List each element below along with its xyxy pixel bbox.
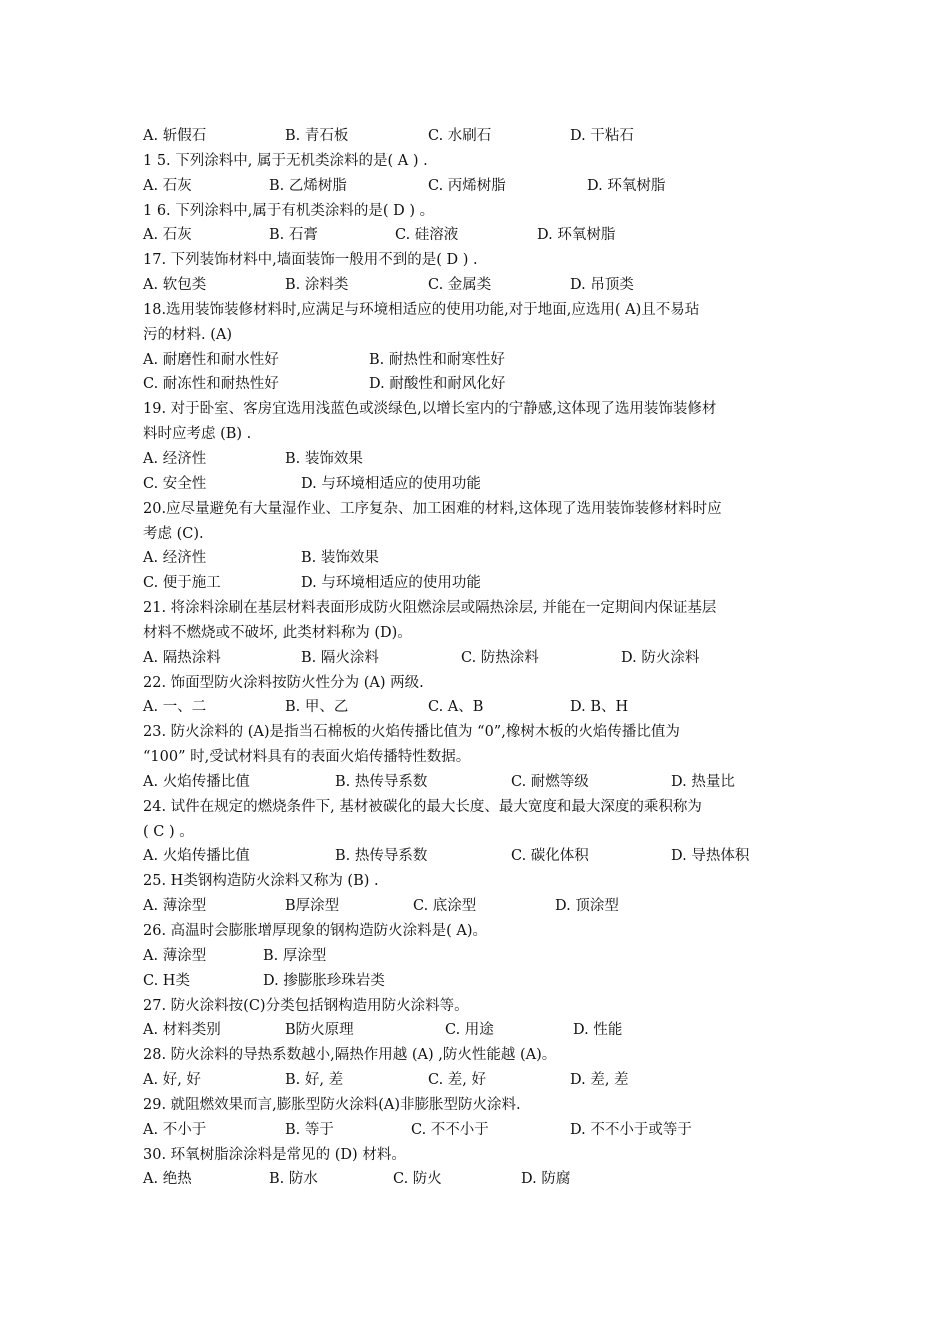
options-row <box>143 695 823 720</box>
option-d: D. 吊顶类 <box>570 277 634 294</box>
question-text: 21. 将涂料涂刷在基层材料表面形成防火阻燃涂层或隔热涂层, 并能在一定期间内保证基层 <box>143 600 717 617</box>
option-a: C. 便于施工 <box>143 575 221 592</box>
option-d: D. 热量比 <box>671 773 735 790</box>
question-text: 19. 对于卧室、客房宜选用浅蓝色或淡绿色,以增长室内的宁静感,这体现了选用装饰装修材 <box>143 401 717 418</box>
option-b: B. 乙烯树脂 <box>269 177 347 194</box>
question-text: 材料不燃烧或不破坏, 此类材料称为 (D)。 <box>143 624 412 641</box>
option-b: B. 厚涂型 <box>263 947 327 964</box>
option-b: B. 石膏 <box>269 227 318 244</box>
question-text: 污的材料. (A) <box>143 326 233 343</box>
question-text: 考虑 (C). <box>143 525 204 542</box>
option-d: D. 防腐 <box>521 1171 571 1188</box>
options-row <box>143 944 823 969</box>
question-text: “100” 时,受试材料具有的表面火焰传播特性数据。 <box>143 749 471 766</box>
option-a: A. 不小于 <box>143 1121 207 1138</box>
option-c: C. 硅溶液 <box>395 227 459 244</box>
options-row <box>143 894 823 919</box>
option-a: A. 经济性 <box>143 450 207 467</box>
option-d: D. 不不小于或等于 <box>570 1121 692 1138</box>
options-row <box>143 1118 823 1143</box>
option-a: A. 隔热涂料 <box>143 649 221 666</box>
options-row <box>143 124 823 149</box>
question-text: 18.选用装饰装修材料时,应满足与环境相适应的使用功能,对于地面,应选用( A)且不易玷 <box>143 301 700 318</box>
option-b: B. 甲、乙 <box>285 699 349 716</box>
option-c: C. 丙烯树脂 <box>428 177 506 194</box>
question-text: 28. 防火涂料的导热系数越小,隔热作用越 (A) ,防火性能越 (A)。 <box>143 1047 557 1064</box>
option-a: A. 火焰传播比值 <box>143 848 250 865</box>
option-b: B防火原理 <box>285 1022 354 1039</box>
option-a: C. H类 <box>143 972 190 989</box>
question-text: 25. H类钢构造防火涂料又称为 (B) . <box>143 873 379 890</box>
option-b: D. 掺膨胀珍珠岩类 <box>263 972 385 989</box>
options-row <box>143 273 823 298</box>
option-b: B. 耐热性和耐寒性好 <box>369 351 505 368</box>
options-row <box>143 447 823 472</box>
option-d: D. 干粘石 <box>570 128 634 144</box>
option-a: C. 安全性 <box>143 475 207 492</box>
option-a: C. 耐冻性和耐热性好 <box>143 376 279 393</box>
option-a: A. 薄涂型 <box>143 898 207 915</box>
question-text: 1 6. 下列涂料中,属于有机类涂料的是( D ) 。 <box>143 202 435 219</box>
option-a: A. 绝热 <box>143 1171 192 1188</box>
options-row <box>143 646 823 671</box>
option-b: B. 涂料类 <box>285 277 349 294</box>
option-a: A. 材料类别 <box>143 1022 221 1039</box>
option-c: C. 防热涂料 <box>461 649 539 666</box>
question-text: 24. 试件在规定的燃烧条件下, 基材被碳化的最大长度、最大宽度和最大深度的乘积称为 <box>143 798 702 815</box>
option-a: A. 石灰 <box>143 177 192 194</box>
options-row <box>143 372 823 397</box>
option-b: B. 热传导系数 <box>335 773 428 790</box>
option-d: D. 性能 <box>573 1022 623 1039</box>
question-text: 23. 防火涂料的 (A)是指当石棉板的火焰传播比值为 “0”,橡树木板的火焰传播比值为 <box>143 724 680 741</box>
options-row <box>143 770 823 795</box>
option-b: D. 与环境相适应的使用功能 <box>301 475 481 492</box>
option-b: B. 装饰效果 <box>301 550 379 567</box>
options-row <box>143 223 823 248</box>
option-d: D. 差, 差 <box>570 1072 629 1089</box>
options-row <box>143 1167 823 1192</box>
option-b: B. 隔火涂料 <box>301 649 379 666</box>
option-b: B厚涂型 <box>285 898 340 915</box>
option-c: C. 差, 好 <box>428 1072 487 1089</box>
option-d: D. 顶涂型 <box>555 898 619 915</box>
options-row <box>143 1018 823 1043</box>
option-b: B. 好, 差 <box>285 1072 344 1089</box>
option-a: A. 斩假石 <box>143 128 207 144</box>
options-row <box>143 174 823 199</box>
option-b: B. 等于 <box>285 1121 334 1138</box>
options-row <box>143 571 823 596</box>
question-text: 1 5. 下列涂料中, 属于无机类涂料的是( A ) . <box>143 152 428 169</box>
options-row <box>143 546 823 571</box>
option-d: D. 导热体积 <box>671 848 750 865</box>
option-b: D. 耐酸性和耐风化好 <box>369 376 506 393</box>
option-c: C. 金属类 <box>428 277 492 294</box>
question-text: 料时应考虑 (B) . <box>143 426 252 443</box>
option-b: B. 装饰效果 <box>285 450 363 467</box>
option-c: C. 耐燃等级 <box>511 773 589 790</box>
option-b: D. 与环境相适应的使用功能 <box>301 575 481 592</box>
options-row <box>143 348 823 373</box>
option-a: A. 软包类 <box>143 277 207 294</box>
options-row <box>143 472 823 497</box>
question-text: ( C ) 。 <box>143 823 194 840</box>
question-text: 20.应尽量避免有大量湿作业、工序复杂、加工困难的材料,这体现了选用装饰装修材料时应 <box>143 500 722 517</box>
options-row <box>143 1068 823 1093</box>
option-c: C. 不不小于 <box>411 1121 489 1138</box>
option-c: C. 水刷石 <box>428 128 492 144</box>
question-text: 22. 饰面型防火涂料按防火性分为 (A) 两级. <box>143 674 424 691</box>
question-text: 27. 防火涂料按(C)分类包括钢构造用防火涂料等。 <box>143 997 469 1014</box>
option-a: A. 薄涂型 <box>143 947 207 964</box>
options-row <box>143 844 823 869</box>
options-row <box>143 969 823 994</box>
option-a: A. 火焰传播比值 <box>143 773 250 790</box>
question-text: 26. 高温时会膨胀增厚现象的钢构造防火涂料是( A)。 <box>143 923 488 939</box>
option-c: C. 碳化体积 <box>511 848 589 865</box>
option-c: C. 防火 <box>393 1171 442 1188</box>
option-a: A. 好, 好 <box>143 1072 201 1089</box>
question-text: 30. 环氧树脂涂涂料是常见的 (D) 材料。 <box>143 1146 406 1163</box>
option-c: C. 用途 <box>445 1022 494 1039</box>
option-b: B. 热传导系数 <box>335 848 428 865</box>
option-d: D. 环氧树脂 <box>537 227 616 244</box>
question-text: 29. 就阻燃效果而言,膨胀型防火涂料(A)非膨胀型防火涂料. <box>143 1096 521 1113</box>
option-d: D. 环氧树脂 <box>587 177 666 194</box>
question-text: 17. 下列装饰材料中,墙面装饰一般用不到的是( D ) . <box>143 252 478 269</box>
option-a: A. 石灰 <box>143 227 192 244</box>
option-a: A. 耐磨性和耐水性好 <box>143 351 279 368</box>
option-b: B. 青石板 <box>285 128 349 144</box>
option-a: A. 一、二 <box>143 699 207 716</box>
option-d: D. B、H <box>570 699 629 716</box>
option-d: D. 防火涂料 <box>621 649 700 666</box>
document-page <box>143 124 823 1192</box>
option-b: B. 防水 <box>269 1171 318 1188</box>
option-c: C. 底涂型 <box>413 898 477 915</box>
option-a: A. 经济性 <box>143 550 207 567</box>
option-c: C. A、B <box>428 699 484 716</box>
